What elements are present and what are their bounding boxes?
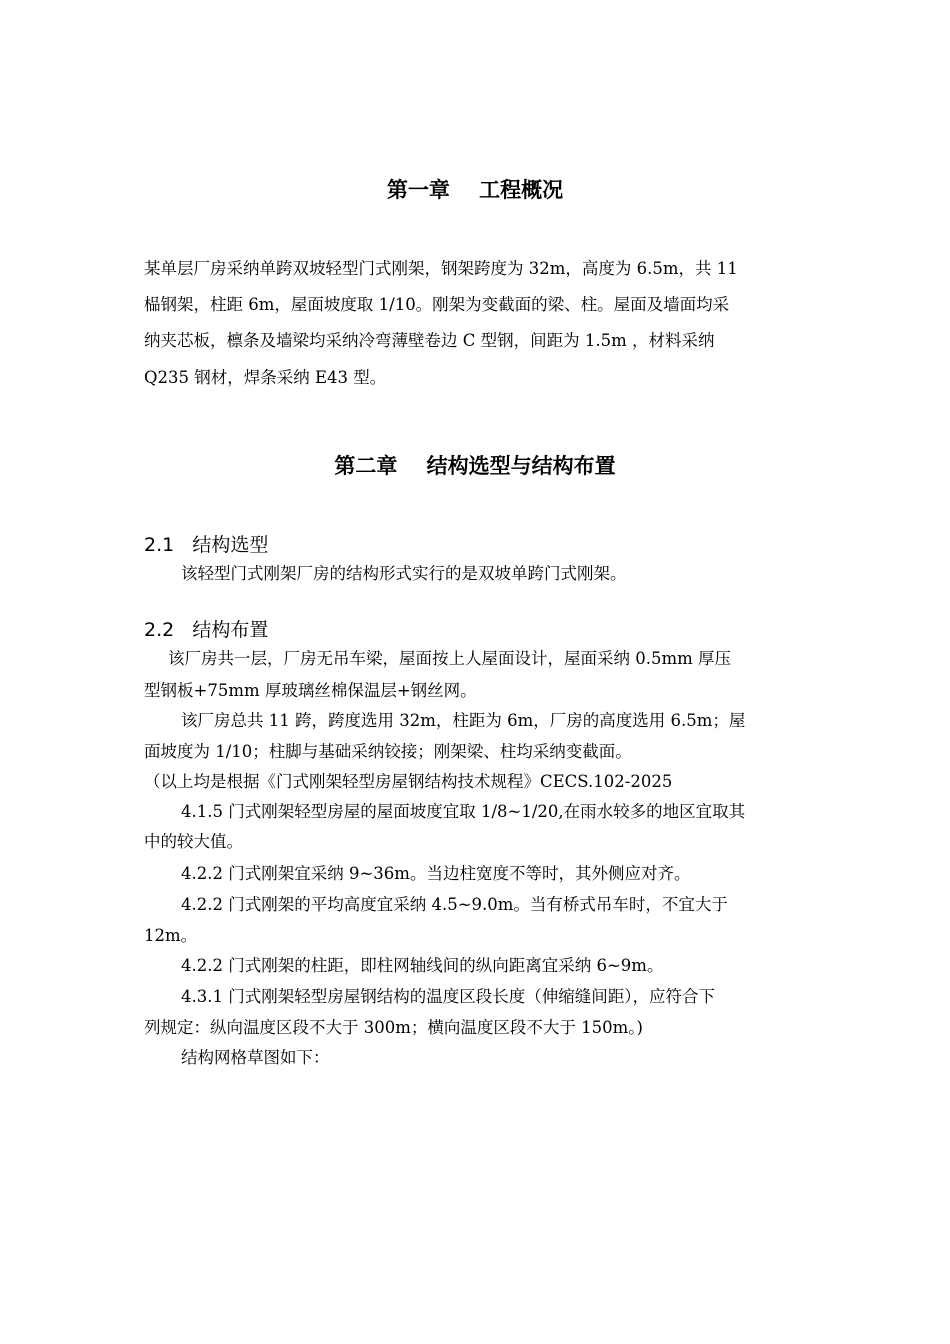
- section-2-2-line-6: 4.1.5 门式刚架轻型房屋的屋面坡度宜取 1/8~1/20,在雨水较多的地区宜取其: [181, 802, 746, 821]
- section-2-2-line-2: 型钢板+75mm 厚玻璃丝棉保温层+钢丝网。: [144, 681, 477, 700]
- chapter-1-body-line-4: Q235 钢材，焊条采纳 E43 型。: [144, 368, 387, 387]
- chapter-2-title: 第二章 结构选型与结构布置: [334, 454, 616, 478]
- section-2-1-title: 2.1 结构选型: [144, 534, 269, 556]
- section-2-2-line-10: 12m。: [144, 926, 198, 945]
- chapter-1-title: 第一章 工程概况: [386, 178, 564, 202]
- section-2-2-line-7: 中的较大值。: [144, 832, 243, 851]
- chapter-1-body-line-1: 某单层厂房采纳单跨双坡轻型门式刚架，钢架跨度为 32m，高度为 6.5m，共 11: [144, 259, 738, 278]
- section-2-2-line-4: 面坡度为 1/10；柱脚与基础采纳铰接；刚架梁、柱均采纳变截面。: [144, 742, 632, 761]
- section-2-2-line-13: 列规定：纵向温度区段不大于 300m；横向温度区段不大于 150m。): [144, 1018, 643, 1037]
- section-2-2-line-3: 该厂房总共 11 跨，跨度选用 32m，柱距为 6m，厂房的高度选用 6.5m；屋: [181, 711, 746, 730]
- section-2-2-line-9: 4.2.2 门式刚架的平均高度宜采纳 4.5~9.0m。当有桥式吊车时，不宜大于: [181, 895, 728, 914]
- section-2-2-line-12: 4.3.1 门式刚架轻型房屋钢结构的温度区段长度（伸缩缝间距），应符合下: [181, 987, 715, 1006]
- section-2-2-line-1: 该厂房共一层，厂房无吊车梁，屋面按上人屋面设计，屋面采纳 0.5mm 厚压: [168, 649, 732, 668]
- section-2-1-body: 该轻型门式刚架厂房的结构形式实行的是双坡单跨门式刚架。: [181, 564, 627, 583]
- section-2-2-line-14: 结构网格草图如下：: [181, 1048, 330, 1067]
- section-2-2-line-11: 4.2.2 门式刚架的柱距，即柱网轴线间的纵向距离宜采纳 6~9m。: [181, 956, 664, 975]
- section-2-2-line-5: （以上均是根据《门式刚架轻型房屋钢结构技术规程》CECS.102-2025: [144, 772, 673, 791]
- chapter-1-body-line-2: 榀钢架，柱距 6m，屋面坡度取 1/10。刚架为变截面的梁、柱。屋面及墙面均采: [144, 295, 730, 314]
- section-2-2-title: 2.2 结构布置: [144, 619, 269, 641]
- chapter-1-body-line-3: 纳夹芯板，檩条及墙梁均采纳冷弯薄壁卷边 C 型钢，间距为 1.5m ，材料采纳: [144, 331, 715, 350]
- section-2-2-line-8: 4.2.2 门式刚架宜采纳 9~36m。当边柱宽度不等时，其外侧应对齐。: [181, 864, 691, 883]
